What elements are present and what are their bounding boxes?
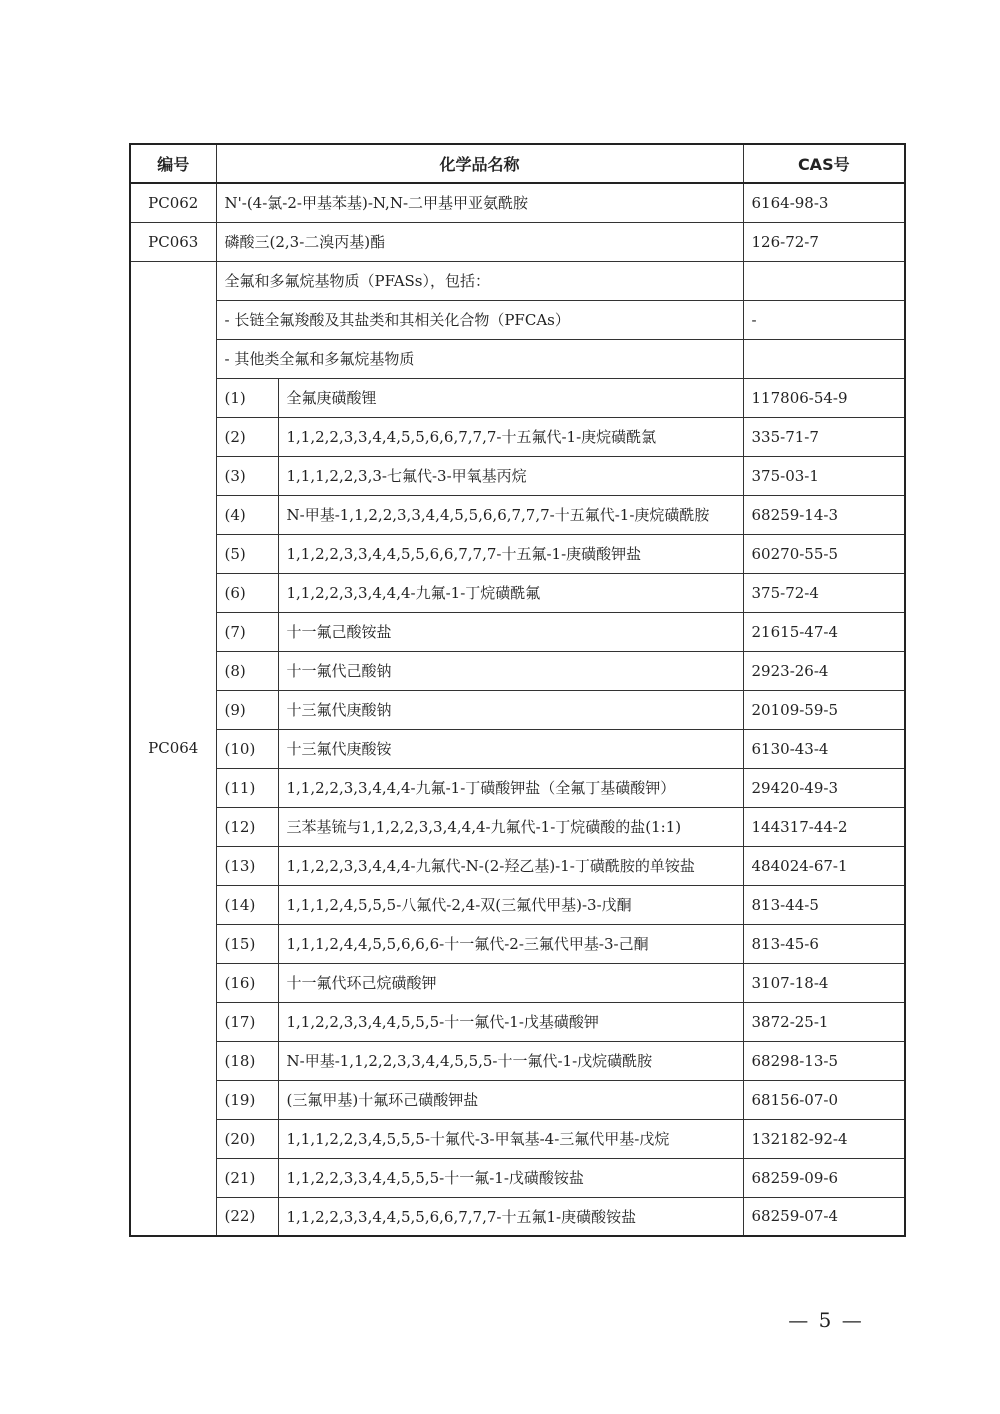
row-name: N'-(4-氯-2-甲基苯基)-N,N-二甲基甲亚氨酰胺 (216, 183, 743, 222)
table-row (130, 495, 905, 534)
item-number: (3) (216, 456, 278, 495)
item-name: 三苯基锍与1,1,2,2,3,3,4,4,4-九氟代-1-丁烷磺酸的盐(1:1) (278, 807, 743, 846)
item-cas: 20109-59-5 (743, 690, 905, 729)
item-cas: 68259-14-3 (743, 495, 905, 534)
item-cas: 144317-44-2 (743, 807, 905, 846)
item-name: 十一氟代环己烷磺酸钾 (278, 963, 743, 1002)
item-number: (22) (216, 1197, 278, 1236)
table-row (130, 417, 905, 456)
item-name: 1,1,1,2,2,3,4,5,5,5-十氟代-3-甲氧基-4-三氟代甲基-戊烷 (278, 1119, 743, 1158)
item-cas: 813-44-5 (743, 885, 905, 924)
row-cas: 6164-98-3 (743, 183, 905, 222)
item-number: (8) (216, 651, 278, 690)
table-row (130, 1197, 905, 1236)
item-number: (2) (216, 417, 278, 456)
table-row (130, 1002, 905, 1041)
item-name: 1,1,2,2,3,3,4,4,4-九氟-1-丁烷磺酰氟 (278, 573, 743, 612)
item-number: (21) (216, 1158, 278, 1197)
item-cas: 29420-49-3 (743, 768, 905, 807)
item-cas: 68156-07-0 (743, 1080, 905, 1119)
item-number: (7) (216, 612, 278, 651)
table-row (130, 885, 905, 924)
item-number: (5) (216, 534, 278, 573)
item-name: 十一氟代己酸钠 (278, 651, 743, 690)
item-number: (11) (216, 768, 278, 807)
page-number: — 5 — (788, 1308, 864, 1332)
chemical-list-table (129, 143, 906, 1237)
item-number: (12) (216, 807, 278, 846)
table-row (130, 1041, 905, 1080)
item-name: 十三氟代庚酸铵 (278, 729, 743, 768)
item-cas: 68298-13-5 (743, 1041, 905, 1080)
item-cas: 21615-47-4 (743, 612, 905, 651)
item-number: (1) (216, 378, 278, 417)
item-number: (16) (216, 963, 278, 1002)
table-row (130, 339, 905, 378)
item-number: (9) (216, 690, 278, 729)
table-row (130, 1158, 905, 1197)
item-name: (三氟甲基)十氟环己磺酸钾盐 (278, 1080, 743, 1119)
item-name: 全氟庚磺酸锂 (278, 378, 743, 417)
item-name: 1,1,1,2,4,5,5,5-八氟代-2,4-双(三氟代甲基)-3-戊酮 (278, 885, 743, 924)
intro-name: - 其他类全氟和多氟烷基物质 (216, 339, 743, 378)
item-cas: 335-71-7 (743, 417, 905, 456)
table-row (130, 573, 905, 612)
item-cas: 484024-67-1 (743, 846, 905, 885)
item-cas: 68259-09-6 (743, 1158, 905, 1197)
table-row (130, 1119, 905, 1158)
table-row (130, 612, 905, 651)
item-cas: 6130-43-4 (743, 729, 905, 768)
table-row (130, 729, 905, 768)
item-number: (17) (216, 1002, 278, 1041)
item-name: 1,1,2,2,3,3,4,4,5,5,6,6,7,7,7-十五氟-1-庚磺酸钾盐 (278, 534, 743, 573)
table-row (130, 456, 905, 495)
item-name: 1,1,2,2,3,3,4,4,4-九氟代-N-(2-羟乙基)-1-丁磺酰胺的单铵盐 (278, 846, 743, 885)
intro-cas (743, 261, 905, 300)
intro-name: 全氟和多氟烷基物质（PFASs），包括： (216, 261, 743, 300)
table-row (130, 378, 905, 417)
item-cas: 813-45-6 (743, 924, 905, 963)
item-cas: 2923-26-4 (743, 651, 905, 690)
item-name: 1,1,2,2,3,3,4,4,5,5,5-十一氟代-1-戊基磺酸钾 (278, 1002, 743, 1041)
table-row (130, 807, 905, 846)
item-name: N-甲基-1,1,2,2,3,3,4,4,5,5,5-十一氟代-1-戊烷磺酰胺 (278, 1041, 743, 1080)
item-number: (6) (216, 573, 278, 612)
row-id: PC063 (130, 222, 216, 261)
item-cas: 3107-18-4 (743, 963, 905, 1002)
table-row (130, 1080, 905, 1119)
table-row (130, 651, 905, 690)
intro-name: - 长链全氟羧酸及其盐类和其相关化合物（PFCAs） (216, 300, 743, 339)
table-row (130, 261, 905, 300)
table-row (130, 183, 905, 222)
item-cas: 68259-07-4 (743, 1197, 905, 1236)
header-cas: CAS号 (743, 144, 905, 183)
item-number: (10) (216, 729, 278, 768)
table-row (130, 963, 905, 1002)
table-row (130, 300, 905, 339)
table-row (130, 222, 905, 261)
item-name: 1,1,2,2,3,3,4,4,5,5,5-十一氟-1-戊磺酸铵盐 (278, 1158, 743, 1197)
item-name: 1,1,1,2,2,3,3-七氟代-3-甲氧基丙烷 (278, 456, 743, 495)
item-number: (15) (216, 924, 278, 963)
row-id: PC062 (130, 183, 216, 222)
group-id: PC064 (130, 261, 216, 1236)
item-name: 十三氟代庚酸钠 (278, 690, 743, 729)
item-cas: 375-03-1 (743, 456, 905, 495)
table-row (130, 534, 905, 573)
intro-cas: - (743, 300, 905, 339)
item-cas: 60270-55-5 (743, 534, 905, 573)
item-number: (14) (216, 885, 278, 924)
item-number: (20) (216, 1119, 278, 1158)
item-number: (18) (216, 1041, 278, 1080)
table-header-row (130, 144, 905, 183)
table-row (130, 768, 905, 807)
item-name: 1,1,2,2,3,3,4,4,4-九氟-1-丁磺酸钾盐（全氟丁基磺酸钾） (278, 768, 743, 807)
table-row (130, 690, 905, 729)
item-cas: 375-72-4 (743, 573, 905, 612)
item-cas: 117806-54-9 (743, 378, 905, 417)
item-cas: 3872-25-1 (743, 1002, 905, 1041)
item-cas: 132182-92-4 (743, 1119, 905, 1158)
item-name: N-甲基-1,1,2,2,3,3,4,4,5,5,6,6,7,7,7-十五氟代-1-庚烷磺酰胺 (278, 495, 743, 534)
intro-cas (743, 339, 905, 378)
item-name: 十一氟己酸铵盐 (278, 612, 743, 651)
row-cas: 126-72-7 (743, 222, 905, 261)
item-number: (4) (216, 495, 278, 534)
item-name: 1,1,1,2,4,4,5,5,6,6,6-十一氟代-2-三氟代甲基-3-己酮 (278, 924, 743, 963)
item-name: 1,1,2,2,3,3,4,4,5,5,6,6,7,7,7-十五氟1-庚磺酸铵盐 (278, 1197, 743, 1236)
header-id: 编号 (130, 144, 216, 183)
item-name: 1,1,2,2,3,3,4,4,5,5,6,6,7,7,7-十五氟代-1-庚烷磺酰氯 (278, 417, 743, 456)
item-number: (19) (216, 1080, 278, 1119)
table-row (130, 846, 905, 885)
table-row (130, 924, 905, 963)
item-number: (13) (216, 846, 278, 885)
header-name: 化学品名称 (216, 144, 743, 183)
row-name: 磷酸三(2,3-二溴丙基)酯 (216, 222, 743, 261)
